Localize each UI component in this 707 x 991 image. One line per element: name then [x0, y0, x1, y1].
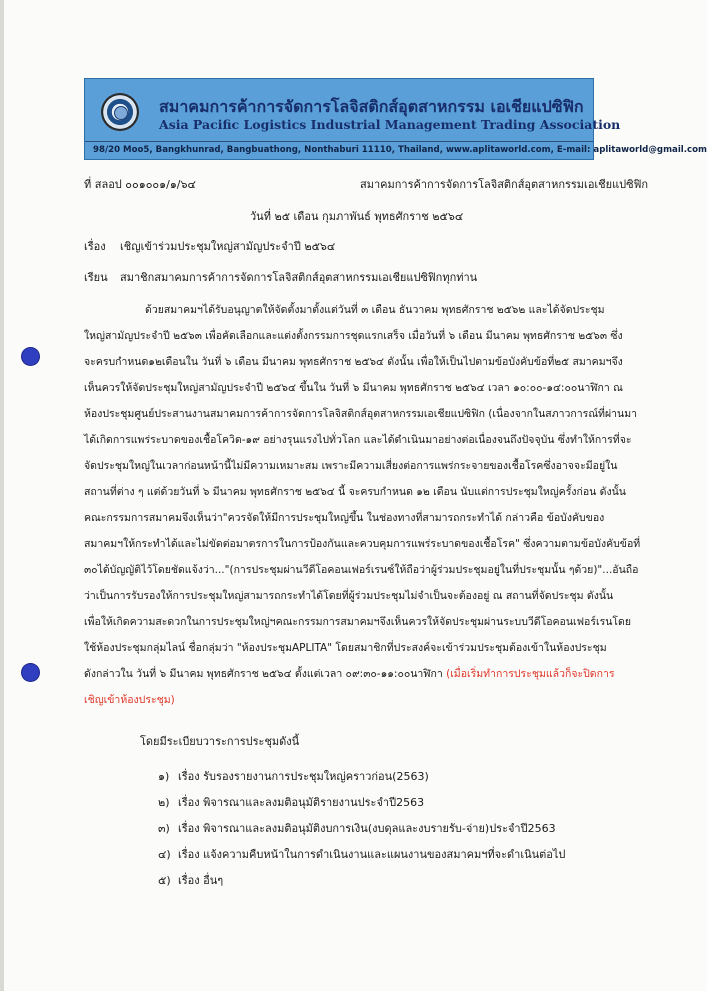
punch-hole-icon [22, 348, 39, 365]
document-number: ที่ สลอป ๐๐๑๐๐๑/๑/๖๔ [84, 178, 196, 191]
agenda-item: เรื่อง พิจารณาและลงมติอนุมัติงบการเงิน(งบดุลและงบรายรับ-จ่าย)ประจำปี2563 [178, 822, 556, 835]
issuing-organization: สมาคมการค้าการจัดการโลจิสติกส์อุตสาหกรรมเอเชียแปซิฟิก [360, 178, 649, 191]
body-line: จะครบกำหนด๑๒เดือนใน วันที่ ๖ เดือน มีนาคม พุทธศักราช ๒๕๖๔ ดังนั้น เพื่อให้เป็นไปตามข้อบังคับข้อที่๒๕ สมาคมฯจึง [84, 356, 623, 368]
agenda-number: ๕) [158, 874, 171, 887]
agenda-item: เรื่อง พิจารณาและลงมติอนุมัติรายงานประจำปี2563 [178, 796, 425, 809]
subject-label: เรื่อง [84, 240, 106, 253]
body-line-text: ดังกล่าวใน วันที่ ๖ มีนาคม พุทธศักราช ๒๕๖๔ ตั้งแต่เวลา ๐๙:๓๐-๑๑:๐๐นาฬิกา [84, 668, 447, 680]
body-line: จัดประชุมใหญ่ในเวลาก่อนหน้านี้ไม่มีความเหมาะสม เพราะมีความเสี่ยงต่อการแพร่กระจายของเชื้อโรคซึ่งอาจจะมีอยู่ใน [84, 460, 618, 472]
body-line: ห้องประชุมศูนย์ประสานงานสมาคมการค้าการจัดการโลจิสติกส์อุตสาหกรรมเอเชียแปซิฟิก (เนื่องจากในสภาวการณ์ที่ผ่านมา [84, 408, 638, 420]
addressee-text: สมาชิกสมาคมการค้าการจัดการโลจิสติกส์อุตสาหกรรมเอเชียแปซิฟิกทุกท่าน [120, 271, 478, 284]
association-thai-name: สมาคมการค้าการจัดการโลจิสติกส์อุตสาหกรรม เอเชียแปซิฟิก [159, 97, 584, 116]
logo-center-icon [114, 106, 128, 120]
agenda-intro: โดยมีระเบียบวาระการประชุมดังนี้ [140, 735, 300, 748]
letterhead-band [84, 78, 707, 160]
agenda-item: เรื่อง รับรองรายงานการประชุมใหญ่คราวก่อน(2563) [178, 770, 429, 783]
body-line: ใหญ่สามัญประจำปี ๒๕๖๓ เพื่อคัดเลือกและแต่งตั้งกรรมการชุดแรกเสร็จ เมื่อวันที่ ๖ เดือน มีนาคม พุทธศักราช ๒๕๖๓ ซึ่ง [84, 330, 623, 342]
red-note-start: (เมื่อเริ่มทำการประชุมแล้วก็จะปิดการ [446, 668, 615, 680]
agenda-item: เรื่อง อื่นๆ [178, 874, 224, 887]
body-line: ๓๐ได้บัญญัติไว้โดยชัดแจ้งว่า..."(การประชุมผ่านวีดีโอคอนเฟอร์เรนซ์ให้ถือว่าผู้ร่วมประชุมอยู่ในที่ประชุมนั้น ๆด้วย)"...อันถือ [84, 564, 639, 576]
association-logo-icon [101, 93, 139, 131]
agenda-number: ๔) [158, 848, 171, 861]
body-line: ด้วยสมาคมฯได้รับอนุญาตให้จัดตั้งมาตั้งแต่วันที่ ๓ เดือน ธันวาคม พุทธศักราช ๒๕๖๒ และได้จัดประชุม [145, 304, 605, 316]
body-line: สถานที่ต่าง ๆ แต่ด้วยวันที่ ๖ มีนาคม พุทธศักราช ๒๕๖๔ นี้ จะครบกำหนด ๑๒ เดือน นับแต่การประชุมใหญ่ครั้งก่อน ดังนั้น [84, 486, 626, 498]
letterhead-divider [85, 141, 593, 142]
agenda-number: ๑) [158, 770, 170, 783]
red-note-end: เชิญเข้าห้องประชุม) [84, 694, 175, 706]
association-address: 98/20 Moo5, Bangkhunrad, Bangbuathong, Nonthaburi 11110, Thailand, www.aplitaworld.com, E-mail: aplitaworld@gmail.com [93, 145, 707, 155]
addressee-label: เรียน [84, 271, 108, 284]
agenda-number: ๓) [158, 822, 170, 835]
body-line [84, 667, 615, 681]
agenda-number: ๒) [158, 796, 170, 809]
body-line: สมาคมฯให้กระทำได้และไม่ขัดต่อมาตรการในการป้องกันและควบคุมการแพร่ระบาดของเชื้อโรค" ซึ่งความตามข้อบังคับข้อที่ [84, 538, 641, 550]
body-line: คณะกรรมการสมาคมจึงเห็นว่า"ควรจัดให้มีการประชุมใหญ่ขึ้น ในช่องทางที่สามารถกระทำได้ กล่าวคือ ข้อบังคับของ [84, 512, 605, 524]
body-line: เห็นควรให้จัดประชุมใหญ่สามัญประจำปี ๒๕๖๔ ขึ้นใน วันที่ ๖ มีนาคม พุทธศักราช ๒๕๖๔ เวลา ๑๐:๐๐-๑๔:๐๐นาฬิกา ณ [84, 382, 623, 394]
agenda-item: เรื่อง แจ้งความคืบหน้าในการดำเนินงานและแผนงานของสมาคมฯที่จะดำเนินต่อไป [178, 848, 566, 861]
body-line: ได้เกิดการแพร่ระบาดของเชื้อโควิด-๑๙ อย่างรุนแรงไปทั่วโลก และได้ดำเนินมาอย่างต่อเนื่องจนถึงปัจจุบัน ซึ่งทำให้การที่จะ [84, 434, 632, 446]
letter-date: วันที่ ๒๕ เดือน กุมภาพันธ์ พุทธศักราช ๒๕๖๔ [250, 210, 464, 223]
body-line: ว่าเป็นการรับรองให้การประชุมใหญ่สามารถกระทำได้โดยที่ผู้ร่วมประชุมไม่จำเป็นจะต้องอยู่ ณ สถานที่จัดประชุม ดังนั้น [84, 590, 614, 602]
body-line: ใช้ห้องประชุมกลุ่มไลน์ ชื่อกลุ่มว่า "ห้องประชุมAPLITA" โดยสมาชิกที่ประสงค์จะเข้าร่วมประชุมต้องเข้าในห้องประชุม [84, 642, 607, 654]
page-edge [0, 0, 4, 991]
subject-text: เชิญเข้าร่วมประชุมใหญ่สามัญประจำปี ๒๕๖๔ [120, 240, 336, 253]
body-line: เพื่อให้เกิดความสะดวกในการประชุมใหญ่ฯคณะกรรมการสมาคมฯจึงเห็นควรให้จัดประชุมผ่านระบบวีดีโอคอนเฟอร์เรนโดย [84, 616, 632, 628]
association-english-name: Asia Pacific Logistics Industrial Management Trading Association [159, 117, 621, 132]
punch-hole-icon [22, 664, 39, 681]
